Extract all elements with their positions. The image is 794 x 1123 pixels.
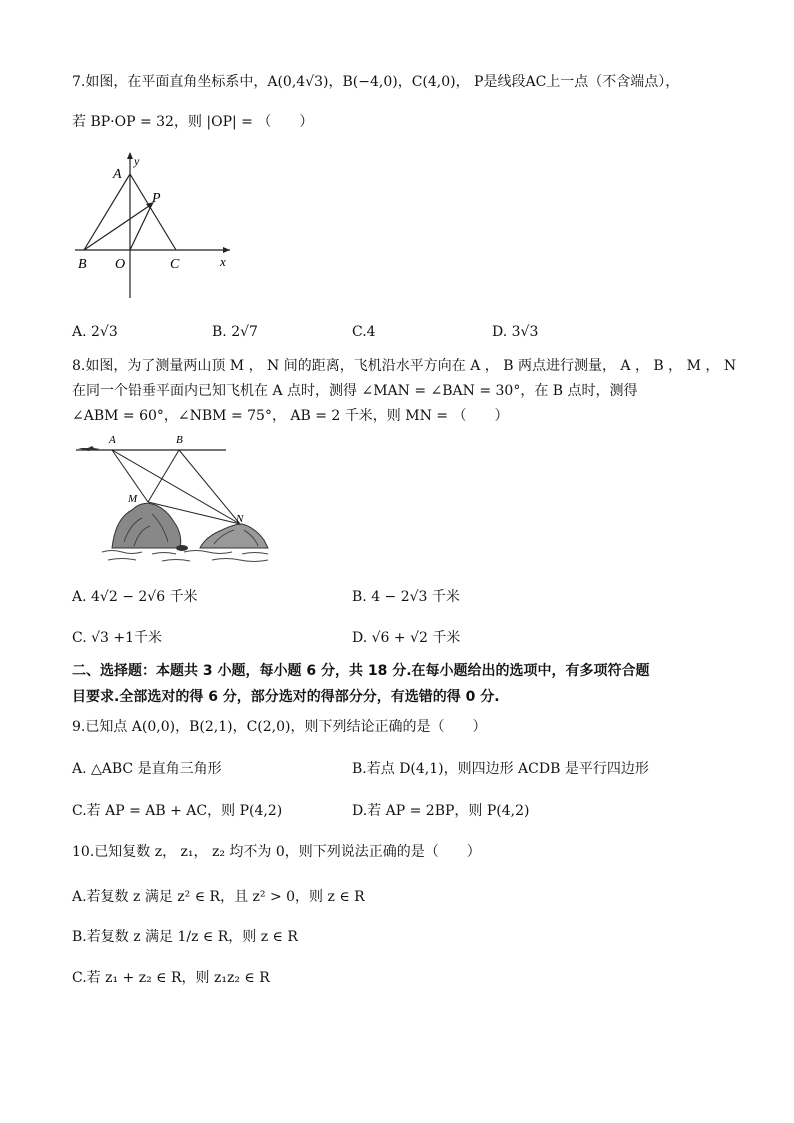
label-n: N bbox=[236, 513, 244, 525]
q10-stem: 10.已知复数 z， z₁， z₂ 均不为 0，则下列说法正确的是（ ） bbox=[72, 844, 481, 860]
q7-option-a: A. 2√3 bbox=[72, 324, 118, 340]
mountain-m bbox=[112, 503, 181, 548]
q10-option-b: B.若复数 z 满足 1/z ∈ R，则 z ∈ R bbox=[72, 929, 298, 945]
q8-option-b: B. 4 − 2√3 千米 bbox=[352, 589, 460, 605]
label-b: B bbox=[78, 257, 87, 272]
segment-ba bbox=[84, 174, 130, 250]
label-c: C bbox=[170, 257, 180, 272]
rock bbox=[176, 545, 188, 551]
label-b: B bbox=[176, 434, 183, 446]
q8-line3: ∠ABM = 60°，∠NBM = 75°， AB = 2 千米，则 MN = （ ） bbox=[72, 408, 509, 424]
q8-option-a: A. 4√2 − 2√6 千米 bbox=[72, 589, 198, 605]
line-bn bbox=[179, 450, 240, 524]
q9-option-c: C.若 AP = AB + AC，则 P(4,2) bbox=[72, 803, 283, 819]
section2-line1: 二、选择题：本题共 3 小题，每小题 6 分，共 18 分.在每小题给出的选项中，有多项符合题 bbox=[72, 663, 650, 679]
label-y: y bbox=[134, 154, 140, 168]
vector-bp bbox=[84, 204, 152, 250]
label-m: M bbox=[128, 493, 138, 505]
q8-line1: 8.如图，为了测量两山顶 M ， N 间的距离，飞机沿水平方向在 A ， B 两点进行测量， A ， B ， M ， N bbox=[72, 358, 737, 374]
segment-ac bbox=[130, 174, 176, 250]
y-axis-arrow bbox=[127, 152, 133, 159]
q10-option-a: A.若复数 z 满足 z² ∈ R，且 z² > 0，则 z ∈ R bbox=[72, 889, 365, 905]
q7-line1: 7.如图，在平面直角坐标系中，A(0,4√3)，B(−4,0)，C(4,0)， P是线段AC上一点（不含端点）， bbox=[72, 74, 680, 90]
q9-stem: 9.已知点 A(0,0)，B(2,1)，C(2,0)，则下列结论正确的是（ ） bbox=[72, 719, 487, 735]
x-axis-arrow bbox=[223, 247, 230, 253]
q8-option-c: C. √3 +1千米 bbox=[72, 630, 163, 646]
q9-option-b: B.若点 D(4,1)，则四边形 ACDB 是平行四边形 bbox=[352, 761, 649, 777]
q7-option-c: C.4 bbox=[352, 324, 376, 340]
label-o: O bbox=[115, 257, 126, 272]
q7-figure bbox=[70, 148, 240, 308]
label-a: A bbox=[109, 434, 116, 446]
q10-option-c: C.若 z₁ + z₂ ∈ R，则 z₁z₂ ∈ R bbox=[72, 970, 270, 986]
q7-option-d: D. 3√3 bbox=[492, 324, 539, 340]
q9-option-d: D.若 AP = 2BP，则 P(4,2) bbox=[352, 803, 530, 819]
label-a: A bbox=[113, 167, 122, 182]
q8-option-d: D. √6 + √2 千米 bbox=[352, 630, 461, 646]
q8-line2: 在同一个铅垂平面内已知飞机在 A 点时，测得 ∠MAN = ∠BAN = 30°，在 B 点时，测得 bbox=[72, 383, 638, 399]
q9-option-a: A. △ABC 是直角三角形 bbox=[72, 761, 222, 777]
label-x: x bbox=[220, 254, 226, 269]
q8-figure bbox=[72, 430, 294, 565]
section2-line2: 目要求.全部选对的得 6 分，部分选对的得部分分，有选错的得 0 分. bbox=[72, 689, 500, 705]
line-bm bbox=[148, 450, 179, 502]
q7-option-b: B. 2√7 bbox=[212, 324, 258, 340]
q7-line2: 若 BP·OP = 32，则 |OP| = （ ） bbox=[72, 114, 314, 130]
water-ripples bbox=[102, 551, 268, 562]
label-p: P bbox=[152, 191, 161, 206]
